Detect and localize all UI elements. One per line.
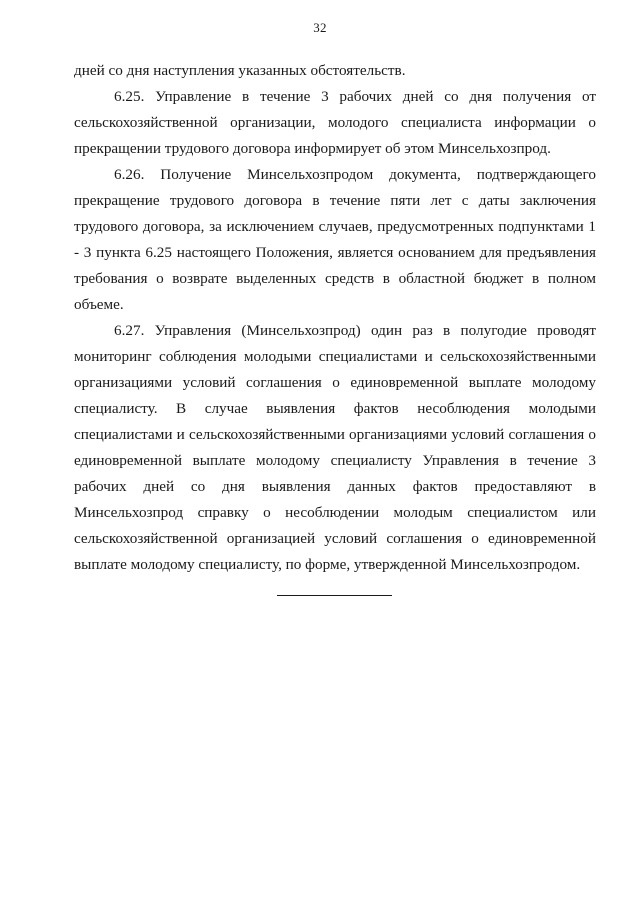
- paragraph-6-27: 6.27. Управления (Минсельхозпрод) один раз в полугодие проводят мониторинг соблюдения молодыми специалистами и сельскохозяйственными организациями условий соглашения о единовременной выплате молодому специалисту. В случае выявления фактов несоблюдения молодыми специалистами и сельскохозяйственными организациями условий соглашения о единовременной выплате молодому специалисту Управления в течение 3 рабочих дней со дня выявления данных фактов предоставляют в Минсельхозпрод справку о несоблюдении молодым специалистом или сельскохозяйственной организацией условий соглашения о единовременной выплате молодому специалисту, по форме, утвержденной Минсельхозпродом.: [74, 322, 596, 573]
- paragraph-continuation: дней со дня наступления указанных обстоятельств.: [74, 62, 406, 79]
- paragraph-6-26: 6.26. Получение Минсельхозпродом документа, подтверждающего прекращение трудового договора в течение пяти лет с даты заключения трудового договора, за исключением случаев, предусмотренных подпунктами 1 - 3 пункта 6.25 настоящего Положения, является основанием для предъявления требования о возврате выделенных средств в областной бюджет в полном объеме.: [74, 166, 596, 313]
- document-body: [74, 58, 596, 578]
- end-of-document-rule: [277, 595, 392, 596]
- paragraph-6-25: 6.25. Управление в течение 3 рабочих дней со дня получения от сельскохозяйственной организации, молодого специалиста информации о прекращении трудового договора информирует об этом Минсельхозпрод.: [74, 88, 596, 157]
- page-number: 32: [313, 20, 327, 35]
